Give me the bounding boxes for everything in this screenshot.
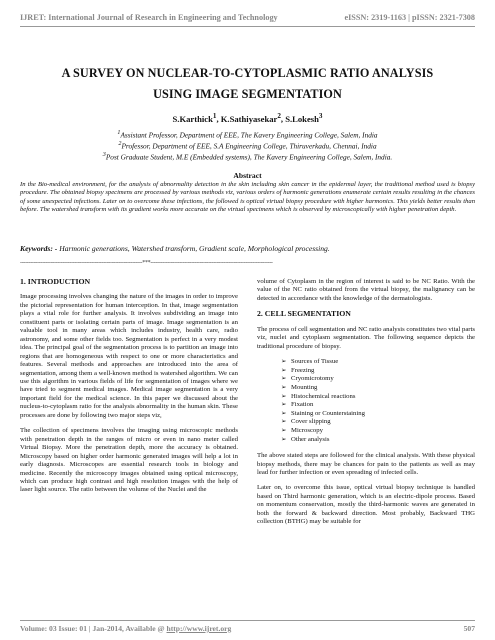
page-number: 507 [463,624,475,633]
list-item-text: Histochemical reactions [291,392,356,400]
list-item-text: Sources of Tissue [291,358,339,366]
arrow-bullet-icon: ➢ [281,409,287,417]
list-item [281,401,475,410]
left-column [20,278,238,502]
cell-segmentation-heading: 2. CELL SEGMENTATION [257,309,351,319]
affiliation-1 [20,129,475,140]
list-item-text: Microscopy [291,426,323,434]
list-item [281,393,475,402]
affiliation-3 [20,151,475,162]
affiliation-2-text: Professor, Department of EEE, S.A Engineering College, Thiruverkadu, Chennai, India [121,141,377,151]
affiliation-3-text: Post Graduate Student, M.E (Embedded systems), The Kavery Engineering College, Salem, India. [105,152,393,162]
right-column [257,278,475,534]
keywords-text: Harmonic generations, Watershed transform, Gradient scale, Morphological processing. [57,244,330,253]
list-item [281,358,475,367]
list-item-text: Other analysis [291,435,330,443]
author-2-sup: 2 [277,112,281,120]
list-item-text: Mounting [291,383,318,391]
keywords-label: Keywords: - [20,244,58,253]
header-rule [20,26,475,27]
affiliation-1-sup: 1 [117,130,121,136]
right-paragraph-1: volume of Cytoplasm in the region of interest is said to be NC Ratio. With the value of the NC ratio obtained from the virtual biopsy, the malignancy can be detected in accordance with the knowledge of the dermatologists. [257,278,475,302]
list-item [281,384,475,393]
list-item [281,375,475,384]
arrow-bullet-icon: ➢ [281,358,287,366]
author-1-sup: 1 [212,112,217,120]
list-item-text: Staining or Counterstaining [291,409,365,417]
list-item [281,418,475,427]
arrow-bullet-icon: ➢ [281,383,287,391]
list-item-text: Freezing [291,366,315,374]
list-item-text: Cover slipping [291,418,331,426]
title-line-2: USING IMAGE SEGMENTATION [153,87,342,101]
keywords [20,244,475,253]
affiliation-2-sup: 2 [118,141,122,148]
list-item [281,427,475,436]
section-separator: ------------------------------------------------------------------------***------------------------------------------------------------------------ [20,260,273,266]
page-footer [20,624,475,633]
intro-heading: 1. INTRODUCTION [20,277,91,286]
arrow-bullet-icon: ➢ [281,418,287,426]
paper-title [25,63,470,105]
abstract-heading: Abstract [233,171,262,180]
abstract-text: In the Bio-medical environment, for the analysis of abnormality detection in the skin including skin cancer in the epidermal layer, the traditional method used is biopsy procedure. The obtained biopsy specimens are processed by various methods viz, various orders of harmonic generations enumerate certain results resulting in the chances of some unexpected infections. Later on to overcome these infections, the followed is optical virtual biopsy procedure with higher harmonics. This yields better results than before. The watershed transform with its gradient works more accurate on the virtual specimens which is observed by microscopically with higher penetration depth. [20,181,475,214]
arrow-bullet-icon: ➢ [281,401,287,409]
affiliations [20,129,475,162]
list-item [281,367,475,376]
footer-volume [20,624,231,633]
journal-header [20,13,475,22]
cell-paragraph-3: Later on, to overcome this issue, optical virtual biopsy technique is handled based on Third harmonic generation, which is an electric-dipole process. Based on momentum conservation, mostly the third-harmonic waves are generated in both the forward & backward direction. Most probably, Backward THG collection (BTHG) may be suitable for [257,484,475,526]
author-2: K.Sathiyasekar [220,113,278,124]
list-item [281,436,475,445]
list-item-text: Cryomicrotomy [291,375,334,383]
arrow-bullet-icon: ➢ [281,435,287,443]
author-1: S.Karthick [172,113,213,124]
list-item [281,410,475,419]
title-line-1: A SURVEY ON NUCLEAR-TO-CYTOPLASMIC RATIO ANALYSIS [61,66,434,80]
journal-name: IJRET: International Journal of Research in Engineering and Technology [20,13,278,22]
affiliation-2 [20,140,475,151]
arrow-bullet-icon: ➢ [281,426,287,434]
intro-paragraph-2: The collection of specimens involves the imaging using microscopic methods with penetration depth in the ranges of micro or even in nano meter called Virtual Biopsy. More the penetration depth, more the accuracy is obtained. Microscopy based on higher order harmonic generated images will help a lot in early diagnosis. Microscopes are essential research tools in biology and medicine. Recently the microscopy images obtained using optical microscopy, which can produce high contrast and high resolution images with the help of laser light source. The ratio between the volume of the Nuclei and the [20,427,238,494]
footer-rule [20,620,475,621]
author-list: S.Karthick$^1$, K.Sathiyasekar$^2$, S.Lokesh$^3$ [172,112,323,124]
biopsy-steps-list [257,358,475,444]
list-item-text: Fixation [291,401,314,409]
author-3-sup: 3 [318,112,323,120]
arrow-bullet-icon: ➢ [281,392,287,400]
cell-paragraph-1: The process of cell segmentation and NC ratio analysis constitutes two vital parts viz, nuclei and cytoplasm segmentation. The following sequence depicts the traditional procedure of biopsy. [257,325,475,350]
affiliation-3-sup: 3 [102,152,106,159]
footer-volume-text: Volume: 03 Issue: 01 | Jan-2014, Available @ [20,624,167,633]
cell-paragraph-2: The above stated steps are followed for the clinical analysis. With these physical biopsy methods, there may be chances for pain to the patients as well as may lead for further infection or even spreading of infected cells. [257,452,475,477]
author-3: S.Lokesh [285,113,319,124]
affiliation-1-text: Assistant Professor, Department of EEE, The Kavery Engineering College, Salem, India [120,130,378,140]
journal-url-link[interactable]: http://www.ijret.org [166,624,232,633]
arrow-bullet-icon: ➢ [281,375,287,383]
arrow-bullet-icon: ➢ [281,366,287,374]
intro-paragraph-1: Image processing involves changing the nature of the images in order to improve the pictorial representation for human interception. In that, image segmentation plays a vital role for further analysis. It involves subdividing an image into constituent parts or isolating certain parts of image. Image segmentation is an valuable tool in many areas which includes industry, health care, radio astronomy, and some other fields too. Segmentation is perfect in a very modest idea. The principal goal of the segmentation process is to partition an image into regions that are homogeneous with respect to one or more characteristics and features. Several methods and approaches are introduced into the area of segmentation, among them a well-known method is watershed algorithm. We can use this algorithm in various fields of life for segmentation of images where we have tried to segment medical images. Medical image segmentation is a very important field for the medical science. In this paper we discussed about the nucleus-to-cytoplasm ratio for the analysis abnormality in the human skin. These processes are done by following two major steps viz, [20,293,238,419]
journal-issn: eISSN: 2319-1163 | pISSN: 2321-7308 [344,13,475,22]
